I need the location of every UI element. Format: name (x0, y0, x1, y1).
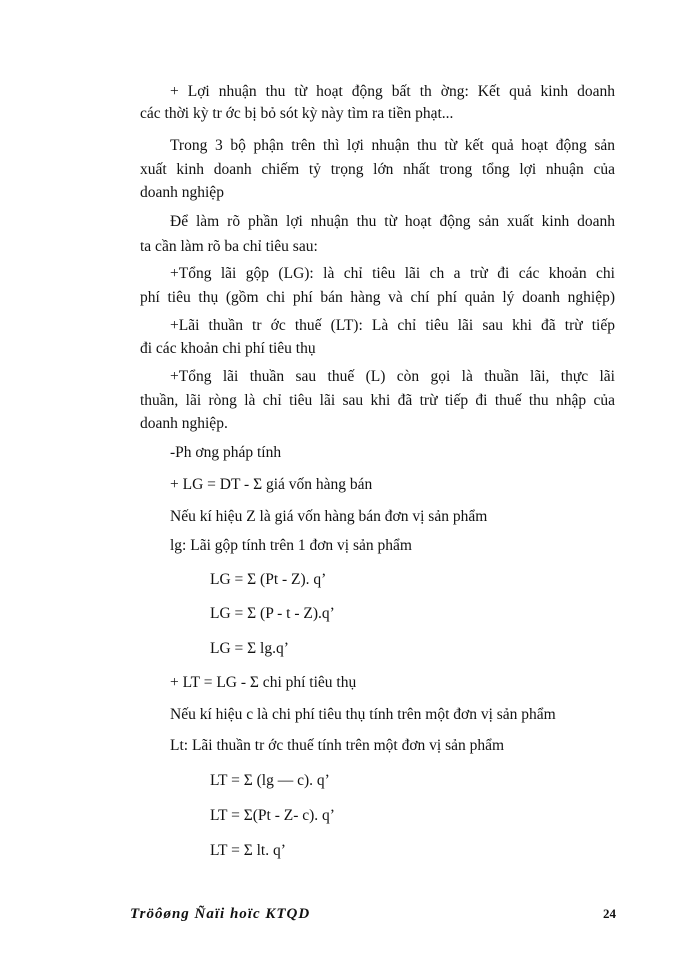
formula-line: LT = Σ (lg — c). q’ (210, 772, 330, 789)
formula-line: LT = Σ lt. q’ (210, 842, 286, 859)
formula-line: LG = Σ (Pt - Z). q’ (210, 571, 327, 588)
formula-line: + LG = DT - Σ giá vốn hàng bán (170, 476, 373, 493)
text-line: -Ph ơng pháp tính (170, 444, 282, 461)
text-line: doanh nghiệp (140, 184, 224, 201)
text-line: +Tổng lãi thuần sau thuế (L) còn gọi là thuần lãi, thực lãi (170, 368, 615, 385)
text-line: +Tổng lãi gộp (LG): là chỉ tiêu lãi ch a trừ đi các khoản chi (170, 265, 615, 282)
text-line: đi các khoản chi phí tiêu thụ (140, 340, 316, 357)
text-line: doanh nghiệp. (140, 415, 228, 432)
footer-signature: Tröôøng Ñaïi hoïc KTQD (130, 906, 311, 922)
formula-line: LT = Σ(Pt - Z- c). q’ (210, 807, 335, 824)
text-line: lg: Lãi gộp tính trên 1 đơn vị sản phẩm (170, 537, 412, 554)
text-line: Nếu kí hiệu c là chi phí tiêu thụ tính trên một đơn vị sản phẩm (170, 706, 556, 723)
text-line: xuất kinh doanh chiếm tỷ trọng lớn nhất trong tổng lợi nhuận của (140, 161, 615, 178)
text-line: Trong 3 bộ phận trên thì lợi nhuận thu từ kết quả hoạt động sản (170, 137, 615, 154)
formula-line: + LT = LG - Σ chi phí tiêu thụ (170, 674, 357, 691)
text-line: ta cần làm rõ ba chỉ tiêu sau: (140, 238, 318, 255)
page-number: 24 (603, 906, 616, 921)
text-line: +Lãi thuần tr ớc thuế (LT): Là chỉ tiêu lãi sau khi đã trừ tiếp (170, 317, 615, 334)
text-line: Lt: Lãi thuần tr ớc thuế tính trên một đơn vị sản phẩm (170, 737, 505, 754)
formula-line: LG = Σ (P - t - Z).q’ (210, 605, 335, 622)
text-line: Để làm rõ phần lợi nhuận thu từ hoạt động sản xuất kinh doanh (170, 213, 615, 230)
text-line: Nếu kí hiệu Z là giá vốn hàng bán đơn vị sản phẩm (170, 508, 488, 525)
text-line: các thời kỳ tr ớc bị bỏ sót kỳ này tìm ra tiền phạt... (140, 105, 454, 122)
formula-line: LG = Σ lg.q’ (210, 640, 289, 657)
text-line: + Lợi nhuận thu từ hoạt động bất th ờng: Kết quả kinh doanh (170, 83, 615, 100)
text-line: phí tiêu thụ (gồm chi phí bán hàng và chí phí quản lý doanh nghiệp) (140, 289, 615, 306)
text-line: thuần, lãi ròng là chỉ tiêu lãi sau khi đã trừ tiếp đi thuế thu nhập của (140, 392, 615, 409)
